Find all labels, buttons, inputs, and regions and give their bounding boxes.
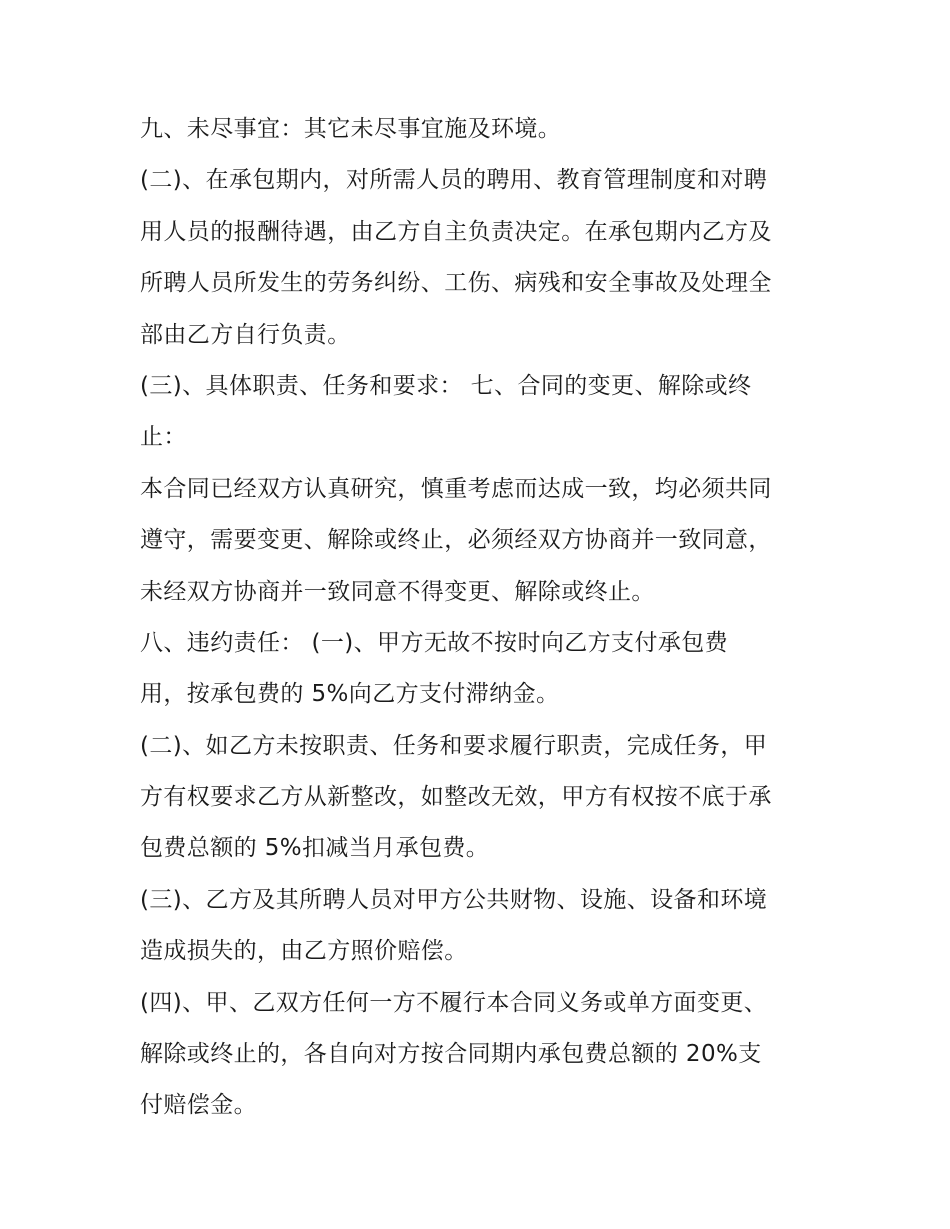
text-line: 遵守，需要变更、解除或终止，必须经双方协商并一致同意， bbox=[140, 527, 772, 554]
text-line: (三)、乙方及其所聘人员对甲方公共财物、设施、设备和环境 bbox=[140, 886, 768, 913]
text-line: (二)、在承包期内，对所需人员的聘用、教育管理制度和对聘 bbox=[140, 167, 768, 194]
text-line: 八、违约责任： (一)、甲方无故不按时向乙方支付承包费 bbox=[140, 629, 729, 656]
contract-text bbox=[140, 104, 830, 1132]
text-line: 包费总额的 5%扣减当月承包费。 bbox=[140, 835, 490, 862]
text-line: 未经双方协商并一致同意不得变更、解除或终止。 bbox=[140, 578, 655, 605]
text-line: (四)、甲、乙双方任何一方不履行本合同义务或单方面变更、 bbox=[140, 989, 768, 1016]
text-line: 用，按承包费的 5%向乙方支付滞纳金。 bbox=[140, 681, 560, 708]
text-line: (二)、如乙方未按职责、任务和要求履行职责，完成任务，甲 bbox=[140, 732, 768, 759]
text-line: 所聘人员所发生的劳务纠纷、工伤、病残和安全事故及处理全 bbox=[140, 270, 772, 297]
text-line: 部由乙方自行负责。 bbox=[140, 321, 351, 348]
text-line: 九、未尽事宜：其它未尽事宜施及环境。 bbox=[140, 116, 562, 142]
text-line: 付赔偿金。 bbox=[140, 1092, 257, 1119]
text-line: (三)、具体职责、任务和要求： 七、合同的变更、解除或终 bbox=[140, 372, 752, 399]
text-line: 方有权要求乙方从新整改，如整改无效，甲方有权按不底于承 bbox=[140, 784, 772, 811]
text-line: 止： bbox=[140, 424, 187, 451]
text-line: 本合同已经双方认真研究，慎重考虑而达成一致，均必须共同 bbox=[140, 475, 772, 502]
text-line: 造成损失的，由乙方照价赔偿。 bbox=[140, 938, 468, 965]
text-line: 解除或终止的，各自向对方按合同期内承包费总额的 20%支 bbox=[140, 1041, 762, 1068]
text-line: 用人员的报酬待遇，由乙方自主负责决定。在承包期内乙方及 bbox=[140, 218, 772, 245]
